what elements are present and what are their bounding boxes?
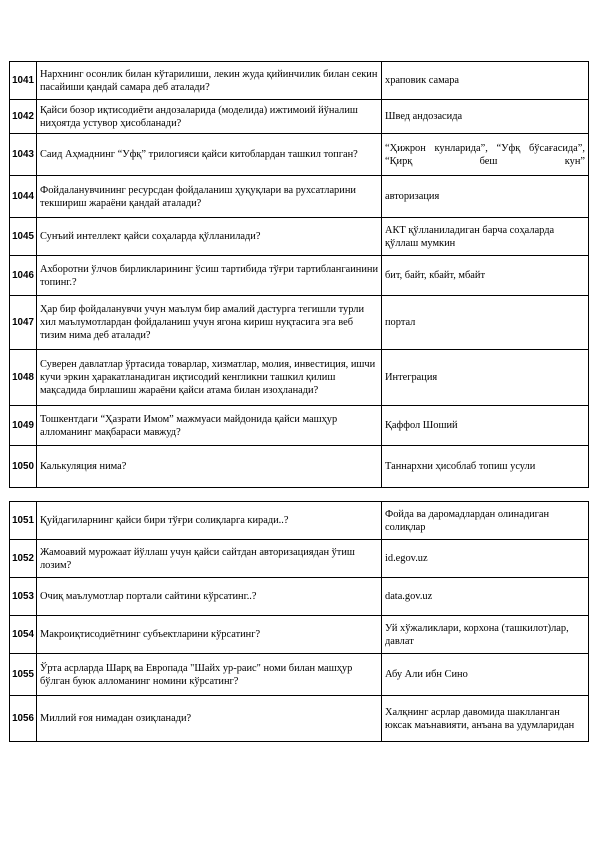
table-row (10, 350, 589, 406)
question-number: 1041 (10, 62, 37, 100)
table-row (10, 134, 589, 176)
question-number: 1043 (10, 134, 37, 176)
answer-text: бит, байт, кбайт, мбайт (382, 256, 589, 296)
answer-text: Халқнинг асрлар давомида шаклланган юксак маънавияти, анъана ва удумларидан (382, 696, 589, 742)
answer-text: Уй хўжаликлари, корхона (ташкилот)лар, давлат (382, 616, 589, 654)
answer-text: Швед андозасида (382, 100, 589, 134)
answer-text: Абу Али ибн Сино (382, 654, 589, 696)
question-text: Калькуляция нима? (37, 446, 382, 488)
table-row (10, 578, 589, 616)
question-text: Миллий ғоя нимадан озиқланади? (37, 696, 382, 742)
answer-text: “Ҳижрон кунларида”, “Уфқ бўсағасида”, “Қирқ беш кун” (382, 134, 589, 176)
question-text: Ҳар бир фойдаланувчи учун маълум бир амалий дастурга тегишли турли хил маълумотлардан фойдаланиш учун ягона кириш нуқтасига эга веб тизим нима деб аталади? (37, 296, 382, 350)
table-row (10, 502, 589, 540)
question-text: Ахборотни ўлчов бирликларининг ўсиш тартибида тўғри тартиблангаинини топинг.? (37, 256, 382, 296)
table-row (10, 616, 589, 654)
answer-text: Таннархни ҳисоблаб топиш усули (382, 446, 589, 488)
answer-text: Фойда ва даромадлардан олинадиган солиқлар (382, 502, 589, 540)
question-number: 1051 (10, 502, 37, 540)
question-number: 1047 (10, 296, 37, 350)
question-text: Тошкентдаги “Ҳазрати Имом” мажмуаси майдонида қайси машҳур алломанинг мақбараси мавжуд? (37, 406, 382, 446)
question-text: Қайси бозор иқтисодиёти андозаларида (моделида) ижтимоий йўналиш ниҳоятда устувор ҳисобланади? (37, 100, 382, 134)
answer-text: Қаффол Шоший (382, 406, 589, 446)
questions-table-1 (9, 61, 589, 488)
answer-text: id.egov.uz (382, 540, 589, 578)
question-text: Очиқ маълумотлар портали сайтини кўрсатинг..? (37, 578, 382, 616)
question-number: 1054 (10, 616, 37, 654)
table-row (10, 296, 589, 350)
table-row (10, 654, 589, 696)
table-row (10, 176, 589, 218)
question-text: Саид Аҳмаднинг “Уфқ” трилогияси қайси китоблардан ташкил топган? (37, 134, 382, 176)
question-number: 1053 (10, 578, 37, 616)
question-number: 1045 (10, 218, 37, 256)
questions-table-2 (9, 501, 589, 742)
question-text: Суверен давлатлар ўртасида товарлар, хизматлар, молия, инвестиция, ишчи кучи эркин ҳаракатланадиган иқтисодий кенгликни ташкил қилиш мақсадида бирлашиш жараёни қайси атама билан изоҳланади? (37, 350, 382, 406)
answer-text: data.gov.uz (382, 578, 589, 616)
question-number: 1056 (10, 696, 37, 742)
question-number: 1042 (10, 100, 37, 134)
table-row (10, 696, 589, 742)
answer-text: храповик самара (382, 62, 589, 100)
answer-text: портал (382, 296, 589, 350)
question-number: 1049 (10, 406, 37, 446)
answer-text: Интеграция (382, 350, 589, 406)
question-number: 1048 (10, 350, 37, 406)
question-number: 1050 (10, 446, 37, 488)
answer-text: АКТ қўлланиладиган барча соҳаларда қўллаш мумкин (382, 218, 589, 256)
answer-text: авторизация (382, 176, 589, 218)
question-text: Нархнинг осонлик билан кўтарилиши, лекин жуда қийинчилик билан секин пасайиши қандай самара деб аталади? (37, 62, 382, 100)
question-number: 1052 (10, 540, 37, 578)
table-row (10, 218, 589, 256)
question-text: Ўрта асрларда Шарқ ва Европада "Шайх ур-раис" номи билан машҳур бўлган буюк алломанинг номини кўрсатинг? (37, 654, 382, 696)
question-number: 1055 (10, 654, 37, 696)
question-text: Қуйдагиларнинг қайси бири тўғри солиқларга киради..? (37, 502, 382, 540)
question-text: Сунъий интеллект қайси соҳаларда қўлланилади? (37, 218, 382, 256)
table-row (10, 100, 589, 134)
question-text: Фойдаланувчининг ресурсдан фойдаланиш ҳуқуқлари ва рухсатларини текшириш жараёни қандай аталади? (37, 176, 382, 218)
table-row (10, 540, 589, 578)
table-row (10, 62, 589, 100)
question-text: Жамоавий мурожаат йўллаш учун қайси сайтдан авторизациядан ўтиш лозим? (37, 540, 382, 578)
question-number: 1046 (10, 256, 37, 296)
question-text: Макроиқтисодиётнинг субъектларини кўрсатинг? (37, 616, 382, 654)
table-row (10, 406, 589, 446)
question-number: 1044 (10, 176, 37, 218)
table-row (10, 446, 589, 488)
table-row (10, 256, 589, 296)
